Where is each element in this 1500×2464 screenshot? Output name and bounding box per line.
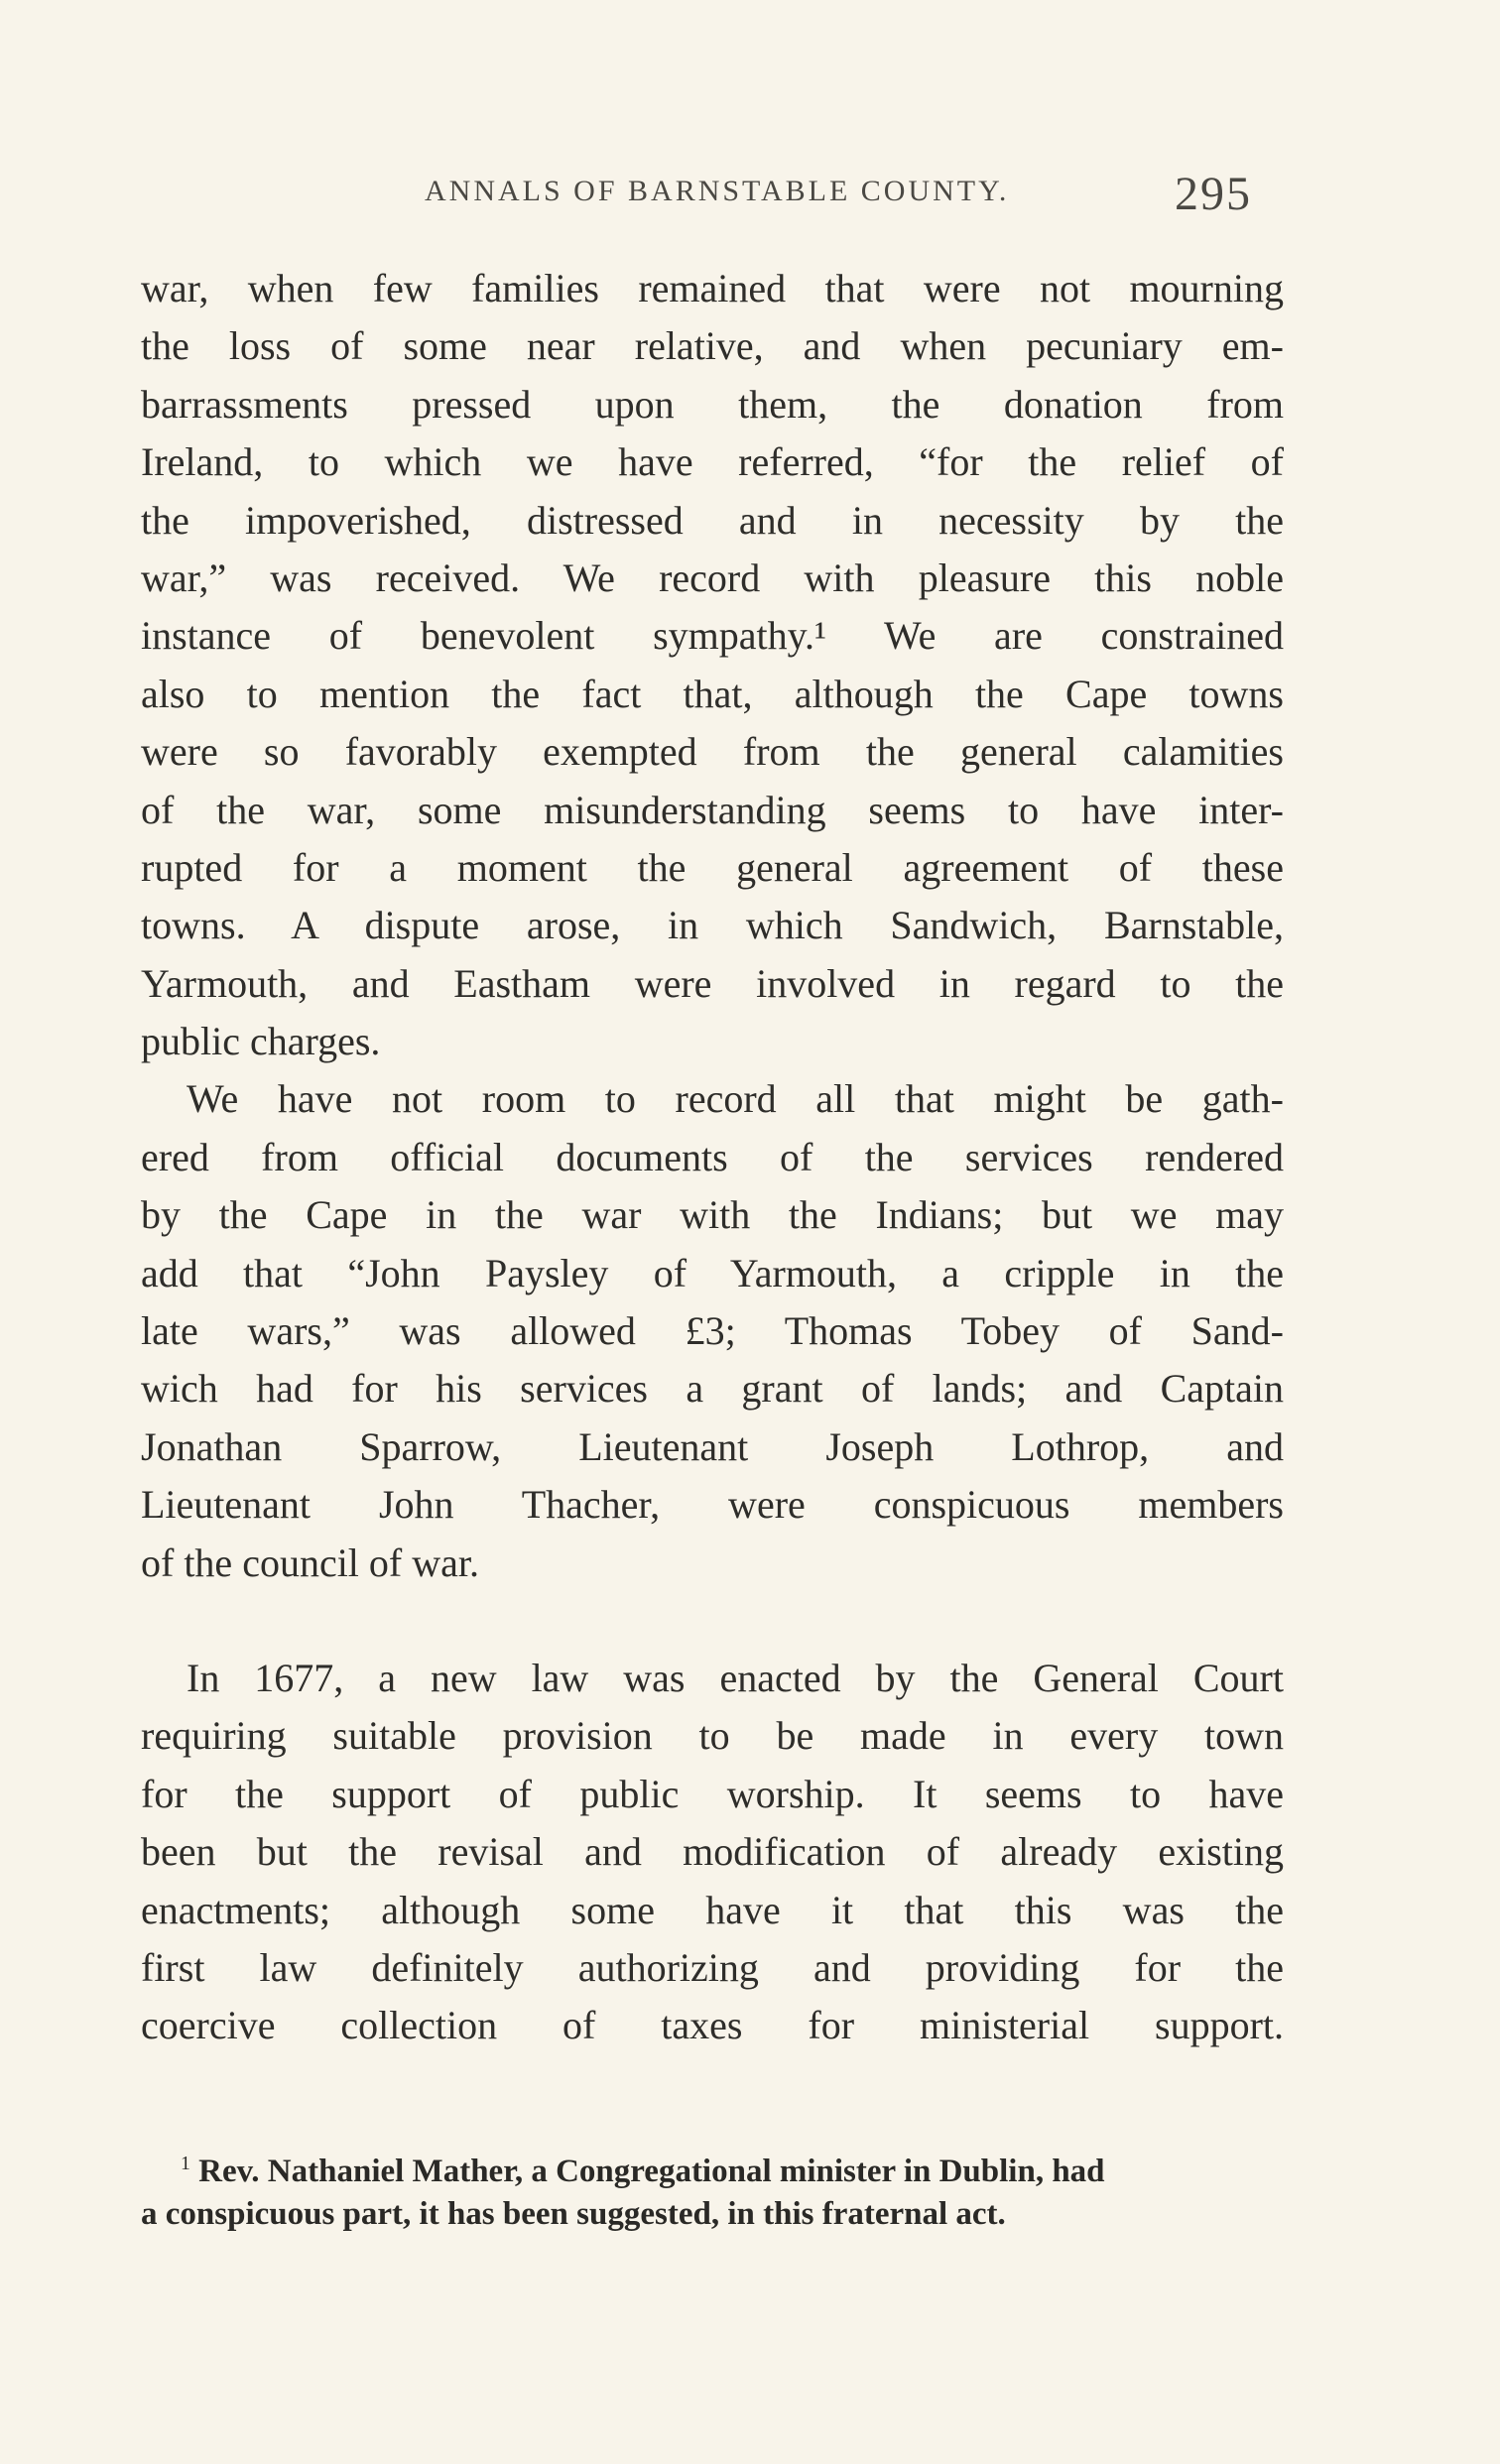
footnote-marker: 1 — [181, 2153, 190, 2174]
paragraph-start-line: In 1677, a new law was enacted by the General Court — [187, 1655, 1284, 1700]
text-line: the impoverished, distressed and in necessity by the — [141, 497, 1284, 543]
body-text — [141, 260, 1284, 2055]
text-line: by the Cape in the war with the Indians; but we may — [141, 1192, 1284, 1238]
text-line: war, when few families remained that were not mourning — [141, 266, 1284, 310]
text-line: Yarmouth, and Eastham were involved in regard to the — [141, 960, 1284, 1006]
text-line: Lieutenant John Thacher, were conspicuous members — [141, 1482, 1284, 1528]
text-line: instance of benevolent sympathy.¹ We are constrained — [141, 613, 1284, 659]
text-line: ered from official documents of the services rendered — [141, 1134, 1284, 1179]
page-number: 295 — [1175, 168, 1252, 220]
text-line: towns. A dispute arose, in which Sandwich, Barnstable, — [141, 903, 1284, 948]
text-line: also to mention the fact that, although the Cape towns — [141, 671, 1284, 716]
text-line: public charges. — [141, 1019, 381, 1064]
section-break — [141, 1592, 1284, 1650]
text-line: of the war, some misunderstanding seems to have inter- — [141, 787, 1284, 832]
text-line: add that “John Paysley of Yarmouth, a cripple in the — [141, 1250, 1284, 1295]
text-line: been but the revisal and modification of already existing — [141, 1829, 1284, 1875]
text-line: enactments; although some have it that this was the — [141, 1887, 1284, 1932]
text-line: were so favorably exempted from the general calamities — [141, 729, 1284, 775]
text-line: of the council of war. — [141, 1540, 479, 1585]
footnotes — [141, 2143, 1284, 2236]
text-line: wich had for his services a grant of lands; and Captain — [141, 1366, 1284, 1412]
text-line: barrassments pressed upon them, the donation from — [141, 381, 1284, 427]
footnote-line — [141, 2143, 1284, 2193]
footnote-text: Rev. Nathaniel Mather, a Congregational minister in Dublin, had — [198, 2154, 1105, 2189]
text-line: first law definitely authorizing and providing for the — [141, 1944, 1284, 1990]
text-line: coercive collection of taxes for ministerial support. — [141, 2003, 1284, 2048]
text-line: the loss of some near relative, and when pecuniary em- — [141, 323, 1284, 369]
page-header — [0, 167, 1500, 226]
text-line: late wars,” was allowed £3; Thomas Tobey of Sand- — [141, 1308, 1284, 1354]
text-line: Ireland, to which we have referred, “for the relief of — [141, 439, 1284, 485]
text-line: requiring suitable provision to be made in every town — [141, 1713, 1284, 1759]
text-line: rupted for a moment the general agreement of these — [141, 844, 1284, 890]
paragraph-start-line: We have not room to record all that might be gath- — [187, 1076, 1284, 1122]
text-line: for the support of public worship. It seems to have — [141, 1771, 1284, 1816]
footnote-line: a conspicuous part, it has been suggested, in this fraternal act. — [141, 2196, 1006, 2232]
text-line: Jonathan Sparrow, Lieutenant Joseph Lothrop, and — [141, 1423, 1284, 1469]
running-head: ANNALS OF BARNSTABLE COUNTY. — [425, 175, 1010, 207]
text-line: war,” was received. We record with pleasure this noble — [141, 554, 1284, 600]
